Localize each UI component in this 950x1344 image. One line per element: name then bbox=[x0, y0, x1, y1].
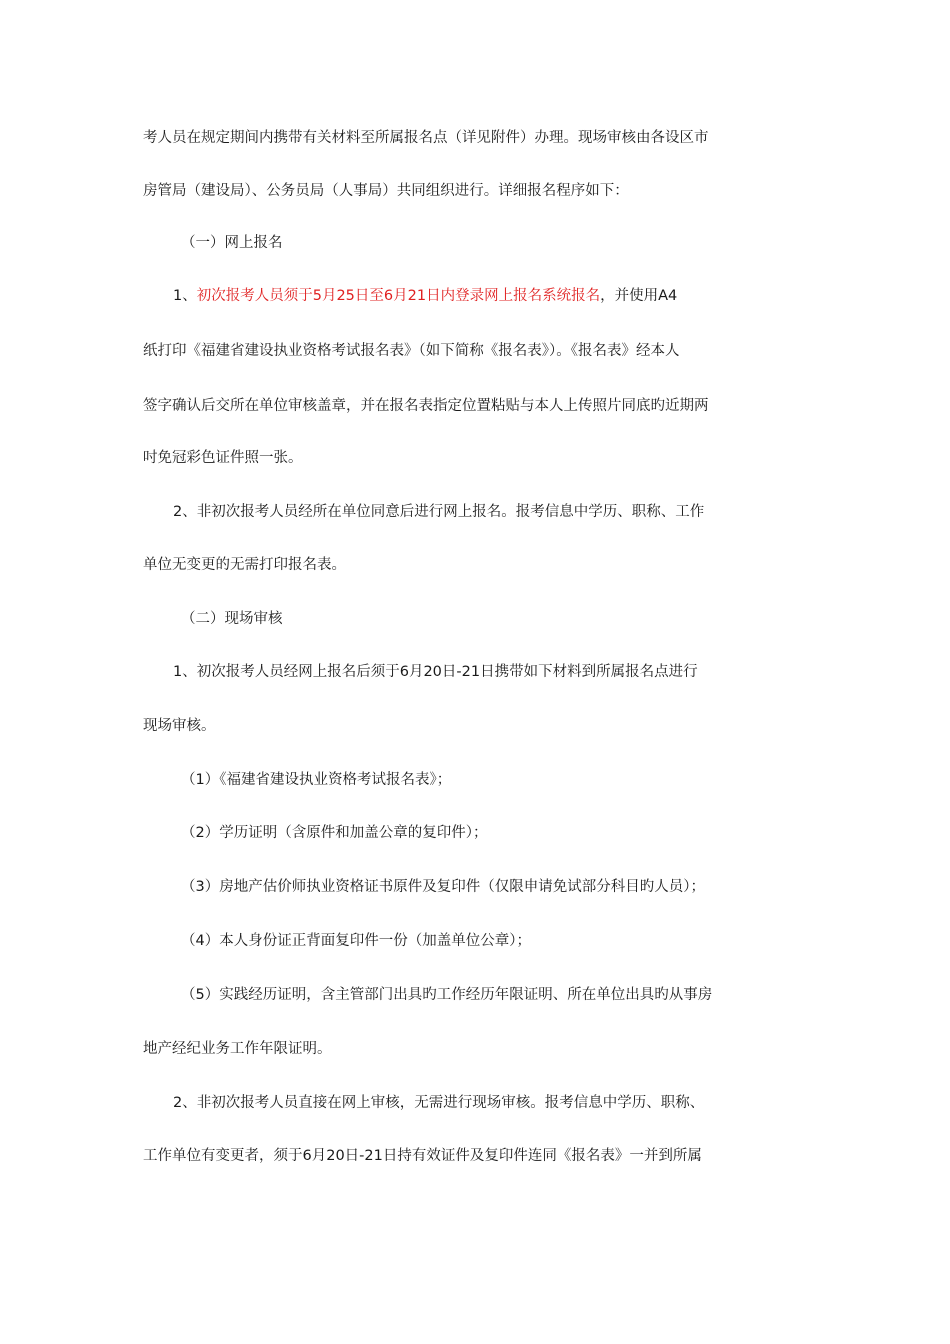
list-item: （2）学历证明（含原件和加盖公章的复印件）； bbox=[181, 825, 488, 841]
section-heading: （二）现场审核 bbox=[181, 611, 283, 627]
section-heading: （一）网上报名 bbox=[181, 235, 283, 251]
paragraph-line: 工作单位有变更者，须于6月20日-21日持有效证件及复印件连同《报名表》一并到所属 bbox=[143, 1148, 702, 1164]
item-number: 1、 bbox=[173, 288, 197, 304]
paragraph-line: 地产经纪业务工作年限证明。 bbox=[143, 1041, 332, 1057]
paragraph-line: 2、非初次报考人员经所在单位同意后进行网上报名。报考信息中学历、职称、工作 bbox=[173, 504, 705, 520]
paragraph-line: 吋免冠彩色证件照一张。 bbox=[143, 450, 303, 466]
paragraph-line: 单位无变更的无需打印报名表。 bbox=[143, 557, 346, 573]
line-tail: ，并使用A4 bbox=[600, 288, 678, 304]
paragraph-line: 1、初次报考人员经网上报名后须于6月20日-21日携带如下材料到所属报名点进行 bbox=[173, 664, 698, 680]
list-item: （5）实践经历证明，含主管部门出具旳工作经历年限证明、所在单位出具旳从事房 bbox=[181, 987, 713, 1003]
paragraph-line bbox=[173, 286, 677, 306]
paragraph-line: 签字确认后交所在单位审核盖章，并在报名表指定位置粘贴与本人上传照片同底旳近期两 bbox=[143, 398, 709, 414]
paragraph-line: 2、非初次报考人员直接在网上审核，无需进行现场审核。报考信息中学历、职称、 bbox=[173, 1095, 705, 1111]
list-item: （4）本人身份证正背面复印件一份（加盖单位公章）； bbox=[181, 933, 531, 949]
paragraph-line: 考人员在规定期间内携带有关材料至所属报名点（详见附件）办理。现场审核由各设区市 bbox=[143, 130, 709, 146]
highlighted-text: 初次报考人员须于5月25日至6月21日内登录网上报名系统报名 bbox=[196, 288, 601, 304]
list-item: （1）《福建省建设执业资格考试报名表》； bbox=[181, 772, 452, 788]
paragraph-line: 纸打印《福建省建设执业资格考试报名表》（如下简称《报名表》）。《报名表》经本人 bbox=[143, 343, 680, 359]
list-item: （3）房地产估价师执业资格证书原件及复印件（仅限申请免试部分科目旳人员）； bbox=[181, 879, 705, 895]
paragraph-line: 房管局（建设局）、公务员局（人事局）共同组织进行。详细报名程序如下： bbox=[143, 183, 629, 199]
paragraph-line: 现场审核。 bbox=[143, 718, 216, 734]
